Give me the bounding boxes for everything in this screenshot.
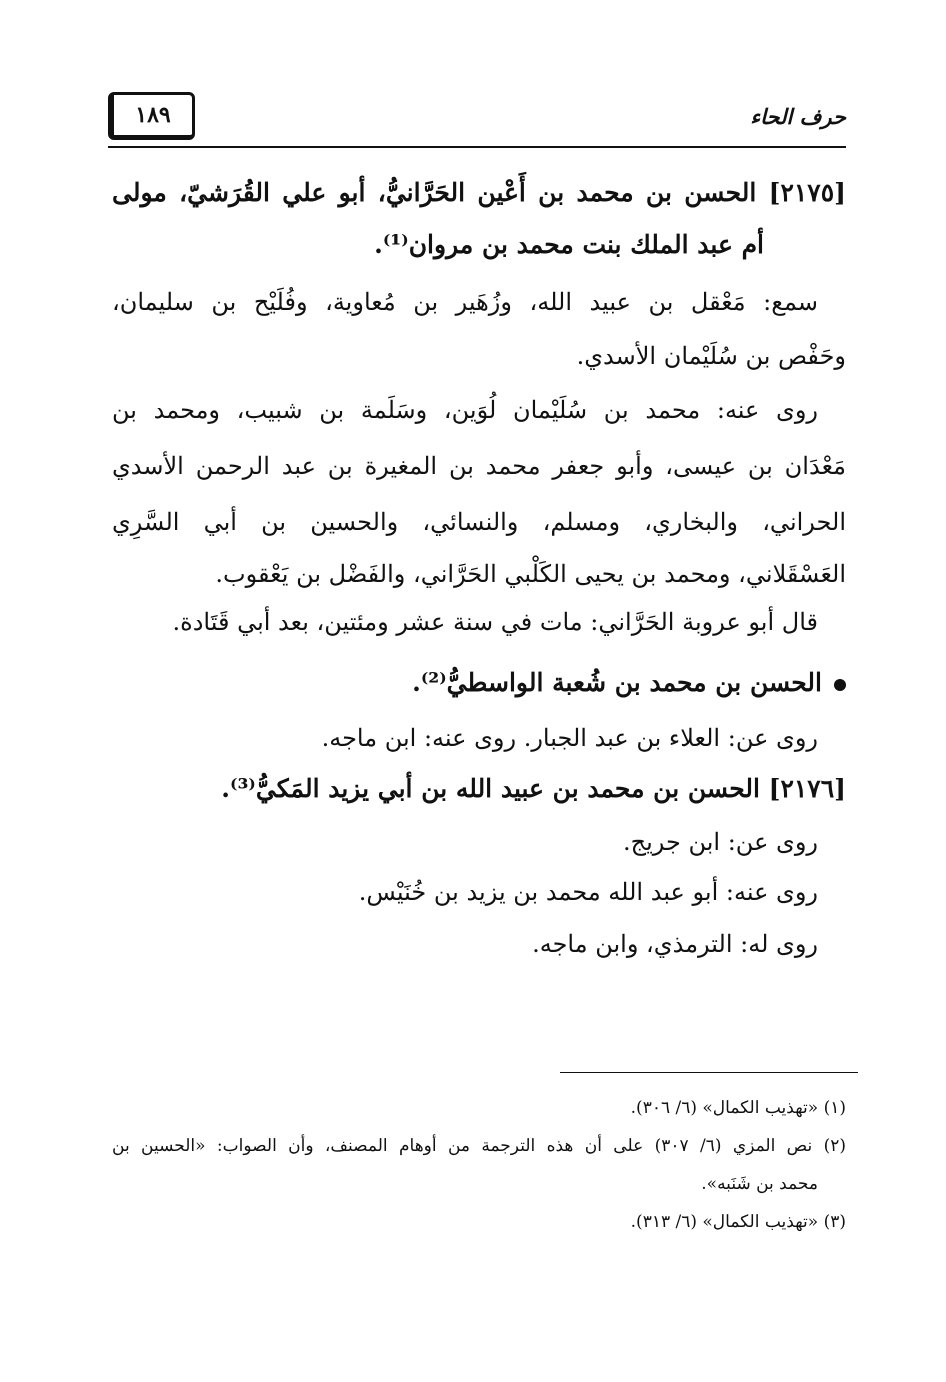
footnote-3: (٣) «تهذيب الكمال» (٦/ ٣١٣). [630,1212,846,1232]
entry-2175-title-line2: أم عبد الملك بنت محمد بن مروان⁽¹⁾. [374,230,764,259]
rawa-line1: روى عنه: محمد بن سُلَيْمان لُوَين، وسَلَمة بن شبيب، ومحمد بن [112,396,818,424]
entry-2176-title: [٢١٧٦] الحسن بن محمد بن عبيد الله بن أبي يزيد المَكيُّ⁽³⁾. [221,774,846,803]
footnote-rule [560,1072,858,1073]
rawa-line2: مَعْدَان بن عيسى، وأبو جعفر محمد بن المغيرة بن عبد الرحمن الأسدي [112,452,846,480]
samia-line2: وحَفْص بن سُلَيْمان الأسدي. [576,342,846,370]
bullet-entry-title [412,668,846,697]
rawa-line4: العَسْقَلاني، ومحمد بن يحيى الكَلْبي الحَرَّاني، والفَضْل بن يَعْقوب. [215,560,846,588]
header-rule [108,146,846,148]
qala-line: قال أبو عروبة الحَرَّاني: مات في سنة عشر ومئتين، بعد أبي قَتَادة. [172,608,818,636]
bullet-entry-text: الحسن بن محمد بن شُعبة الواسطيُّ⁽²⁾. [412,668,822,697]
entry-2175-title-line1: [٢١٧٥] الحسن بن محمد بن أَعْين الحَرَّانيُّ، أبو علي القُرَشيّ، مولى [112,178,846,207]
bullet-dot [834,679,846,691]
rawa-line3: الحراني، والبخاري، ومسلم، والنسائي، والحسين بن أبي السَّرِي [112,508,846,536]
running-head: حرف الحاء [750,104,846,129]
bullet-rawa: روى عن: العلاء بن عبد الجبار. روى عنه: ابن ماجه. [321,724,818,752]
page-header [108,92,846,142]
entry-2176-rawa-anhu: روى عنه: أبو عبد الله محمد بن يزيد بن خُنَيْس. [358,878,818,906]
entry-2176-rawa-lahu: روى له: الترمذي، وابن ماجه. [532,930,818,958]
footnote-1: (١) «تهذيب الكمال» (٦/ ٣٠٦). [630,1098,846,1118]
footnote-2-line1: (٢) نص المزي (٦/ ٣٠٧) على أن هذه الترجمة من أوهام المصنف، وأن الصواب: «الحسين بن [112,1136,846,1156]
page-number-box: ١٨٩ [108,92,195,140]
entry-2176-rawa-an: روى عن: ابن جريج. [622,828,818,856]
samia-line1: سمع: مَعْقل بن عبيد الله، وزُهَير بن مُعاوية، وفُلَيْح بن سليمان، [112,288,818,316]
footnote-2-line2: محمد بن شَنَبه». [701,1174,818,1194]
